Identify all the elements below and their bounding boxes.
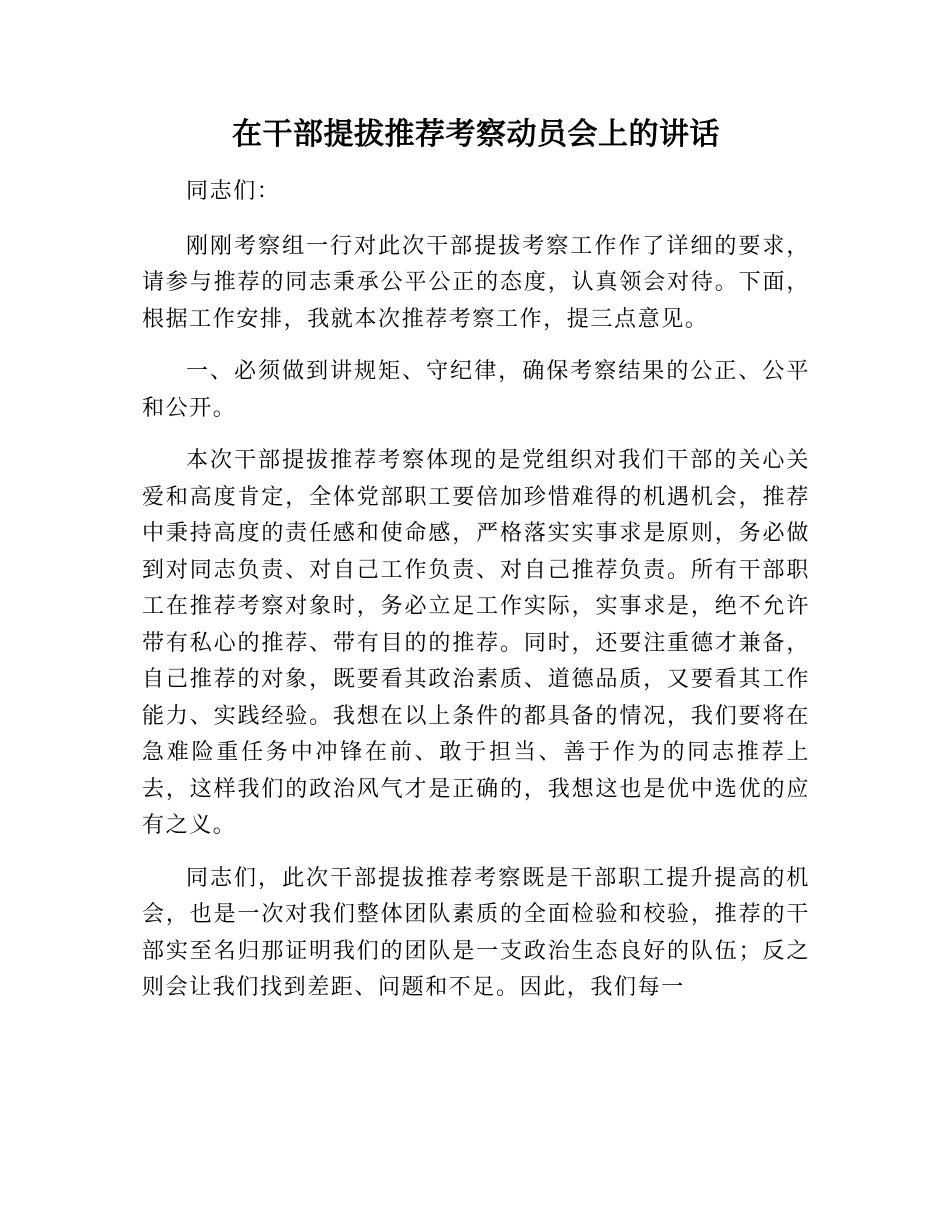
- document-title: 在干部提拔推荐考察动员会上的讲话: [232, 117, 720, 152]
- body-paragraph-recommendation: 本次干部提拔推荐考察体现的是党组织对我们干部的关心关爱和高度肯定，全体党部职工要倍加珍惜难得的机遇机会，推荐中秉持高度的责任感和使命感，严格落实实事求是原则，务必做到对同志负责、对自己工作负责、对自己推荐负责。所有干部职工在推荐考察对象时，务必立足工作实际，实事求是，绝不允许带有私心的推荐、带有目的的推荐。同时，还要注重德才兼备，自己推荐的对象，既要看其政治素质、道德品质，又要看其工作能力、实践经验。我想在以上条件的都具备的情况，我们要将在急难险重任务中冲锋在前、敢于担当、善于作为的同志推荐上去，这样我们的政治风气才是正确的，我想这也是优中选优的应有之义。: [142, 448, 810, 838]
- salutation-paragraph: 同志们：: [186, 179, 281, 204]
- body-paragraph-team-quality: 同志们，此次干部提拔推荐考察既是干部职工提升提高的机会，也是一次对我们整体团队素质的全面检验和校验，推荐的干部实至名归那证明我们的团队是一支政治生态良好的队伍；反之则会让我们找到差距、问题和不足。因此，我们每一: [142, 865, 810, 1000]
- document-page: [142, 110, 810, 1023]
- intro-paragraph: 刚刚考察组一行对此次干部提拔考察工作作了详细的要求，请参与推荐的同志秉承公平公正的态度，认真领会对待。下面，根据工作安排，我就本次推荐考察工作，提三点意见。: [142, 233, 810, 332]
- section-heading-one: 一、必须做到讲规矩、守纪律，确保考察结果的公正、公平和公开。: [142, 359, 810, 421]
